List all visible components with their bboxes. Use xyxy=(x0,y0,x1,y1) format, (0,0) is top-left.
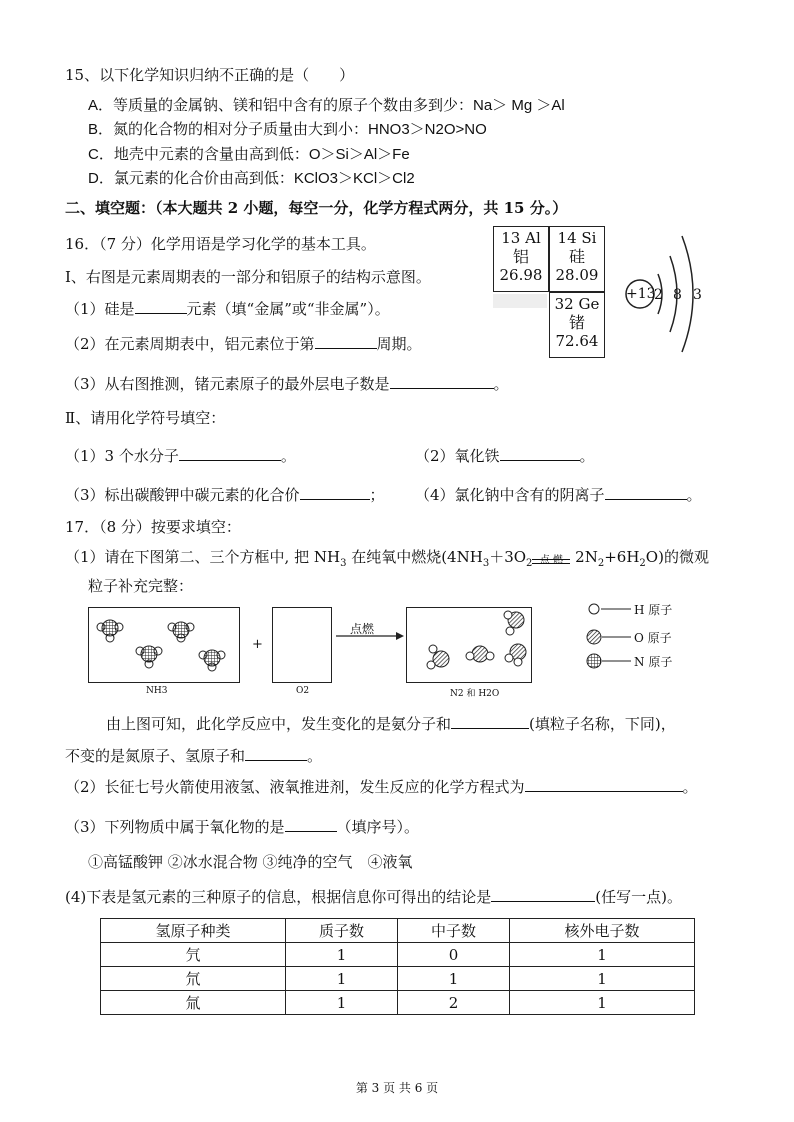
table-cell: 氘 xyxy=(101,967,286,991)
table-cell: 氚 xyxy=(101,991,286,1015)
table-cell: 1 xyxy=(286,967,398,991)
product-molecules xyxy=(406,607,532,683)
element-cell-al: 13 Al 铝 26.98 xyxy=(493,226,549,292)
q16-fill4: （4）氯化钠中含有的阴离子 。 xyxy=(415,486,702,504)
answer-blank[interactable] xyxy=(315,334,377,349)
q16-fill1: （1）3 个水分子 。 xyxy=(65,447,296,465)
table-cell: 1 xyxy=(286,943,398,967)
q17-sub3: （3）下列物质中属于氧化物的是 （填序号）。 xyxy=(65,818,420,836)
page-footer: 第 3 页 共 6 页 xyxy=(355,1081,439,1095)
table-cell: 1 xyxy=(509,967,694,991)
table-cell: 1 xyxy=(509,991,694,1015)
q15-option-c: C．地壳中元素的含量由高到低：O＞Si＞Al＞Fe xyxy=(88,146,410,163)
q17-sub4: (4)下表是氢元素的三种原子的信息，根据信息你可得出的结论是 (任写一点)。 xyxy=(65,888,682,906)
legend-h-atom: H 原子 xyxy=(634,603,673,617)
answer-blank[interactable] xyxy=(491,887,595,902)
q16-fill3: （3）标出碳酸钾中碳元素的化合价 ； xyxy=(65,486,385,504)
answer-blank[interactable] xyxy=(179,446,281,461)
table-cell: 氕 xyxy=(101,943,286,967)
q15-option-b: B．氮的化合物的相对分子质量由大到小：HNO3＞N2O>NO xyxy=(88,121,487,138)
q15-option-a: A．等质量的金属钠、镁和铝中含有的原子个数由多到少：Na＞ Mg ＞Al xyxy=(88,97,565,114)
shell-electrons-2: 8 xyxy=(673,287,682,303)
q17-sub3-options: ①高锰酸钾 ②冰水混合物 ③纯净的空气 ④液氧 xyxy=(88,853,413,871)
q15-stem: 15、以下化学知识归纳不正确的是（ ） xyxy=(65,66,355,84)
q16-sub1: （1）硅是 元素（填“金属”或“非金属”）。 xyxy=(65,300,390,318)
table-header: 质子数 xyxy=(286,919,398,943)
q17-paragraph-line2: 不变的是氮原子、氢原子和 。 xyxy=(65,747,323,765)
answer-blank[interactable] xyxy=(285,817,337,832)
legend-o-atom: O 原子 xyxy=(634,631,672,645)
reaction-condition: 点 燃 xyxy=(532,559,570,569)
answer-blank[interactable] xyxy=(245,746,307,761)
element-cell-si: 14 Si 硅 28.09 xyxy=(549,226,605,292)
q17-stem: 17．（8 分）按要求填空： xyxy=(65,518,241,536)
arrow-label: 点燃 xyxy=(350,622,375,636)
plus-sign: + xyxy=(252,637,263,652)
q17-paragraph-line1: 由上图可知，此化学反应中，发生变化的是氨分子和 (填粒子名称，下同)， xyxy=(106,715,676,733)
caption-o2: O2 xyxy=(296,686,310,696)
shell-arc xyxy=(682,236,693,352)
table-cell: 1 xyxy=(286,991,398,1015)
table-cell: 0 xyxy=(397,943,509,967)
hydrogen-isotope-table xyxy=(100,918,695,1015)
answer-blank[interactable] xyxy=(451,714,529,729)
answer-blank[interactable] xyxy=(135,299,187,314)
element-cell-ge: 32 Ge 锗 72.64 xyxy=(549,292,605,358)
table-row xyxy=(101,943,695,967)
table-cell: 1 xyxy=(397,967,509,991)
q16-fill2: （2）氧化铁 。 xyxy=(415,447,595,465)
answer-blank[interactable] xyxy=(500,446,580,461)
table-header: 氢原子种类 xyxy=(101,919,286,943)
q17-sub1-line2: 粒子补充完整： xyxy=(88,577,194,595)
particle-legend-icons xyxy=(585,600,633,670)
legend-n-atom: N 原子 xyxy=(634,655,673,669)
reaction-arrow-icon xyxy=(336,630,406,642)
caption-nh3: NH3 xyxy=(146,686,168,696)
section-title: 二、填空题：（本大题共 2 小题，每空一分，化学方程式两分，共 15 分。） xyxy=(65,199,568,217)
nucleus-charge: +13 xyxy=(626,286,656,302)
q15-option-d: D．氯元素的化合价由高到低：KClO3＞KCl＞Cl2 xyxy=(88,170,415,187)
table-row xyxy=(101,967,695,991)
answer-blank[interactable] xyxy=(390,374,494,389)
answer-blank[interactable] xyxy=(300,485,370,500)
q16-sub2: （2）在元素周期表中，铝元素位于第 周期。 xyxy=(65,335,422,353)
scan-smudge xyxy=(493,294,547,308)
table-cell: 2 xyxy=(397,991,509,1015)
table-header: 核外电子数 xyxy=(509,919,694,943)
table-cell: 1 xyxy=(509,943,694,967)
caption-products: N2 和 H2O xyxy=(450,689,500,699)
table-header: 中子数 xyxy=(397,919,509,943)
table-header-row xyxy=(101,919,695,943)
q16-part1: Ⅰ、右图是元素周期表的一部分和铝原子的结构示意图。 xyxy=(65,268,431,286)
shell-electrons-3: 3 xyxy=(693,287,702,303)
q16-part2: Ⅱ、请用化学符号填空： xyxy=(65,409,226,427)
q17-sub1-line1: （1）请在下图第二、三个方框中, 把 $NH_3$ 在纯氧中燃烧($4NH_3+3O_2$ 点 燃 $2N_2+6H_2O$)的微观 xyxy=(65,548,709,569)
q17-sub2: （2）长征七号火箭使用液氢、液氧推进剂，发生反应的化学方程式为 。 xyxy=(65,778,698,796)
q16-stem: 16．（7 分）化学用语是学习化学的基本工具。 xyxy=(65,235,376,253)
q16-sub3: （3）从右图推测，锗元素原子的最外层电子数是 。 xyxy=(65,375,509,393)
answer-blank[interactable] xyxy=(525,777,683,792)
table-row xyxy=(101,991,695,1015)
o2-box-blank[interactable] xyxy=(272,607,332,683)
answer-blank[interactable] xyxy=(605,485,687,500)
shell-electrons-1: 2 xyxy=(654,287,663,303)
nh3-molecules xyxy=(88,607,240,683)
